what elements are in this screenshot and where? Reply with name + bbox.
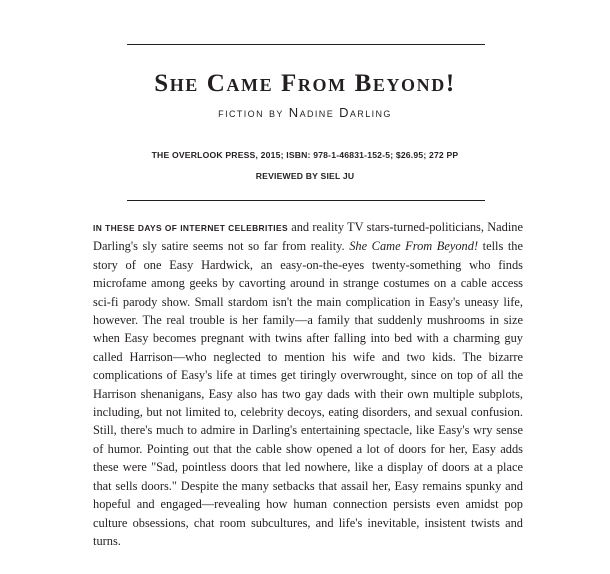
body-text-2: tells the story of one Easy Hardwick, an easy-on-the-eyes twenty-something who finds microfame among geeks by cavorting around in strange costumes on a cable access sci-fi parody show. Small stardom isn't the main complication in Easy's uneasy life, however. The real trouble is her family—a family that suddenly mushrooms in size when Easy becomes pregnant with twins after falling into bed with a charming guy called Harrison—who neglected to mention his wife and two kids. The bizarre complications of Easy's life at times get tiringly overwrought, since on top of all the Harrison shenanigans, Easy also has two gay dads with their own multiple subplots, including, but not limited to, celebrity decoys, eating disorders, and sexual confusion. Still, there's much to admire in Darling's entertaining spectacle, like Easy's wry sense of humor. Pointing out that the cable show opened a lot of doors for her, Easy adds these were "Sad, pointless doors that led nowhere, like a display of doors at a place that sells doors." Despite the many setbacks that assail her, Easy remains spunky and hopeful and engaged—revealing how human connection persists even amidst pop culture obsessions, chat room subcultures, and life's inevitable, insistent twists and turns.: [93, 239, 523, 548]
publication-info: THE OVERLOOK PRESS, 2015; ISBN: 978-1-46831-152-5; $26.95; 272 PP: [151, 150, 459, 160]
book-title-heading: She Came From Beyond!: [154, 70, 456, 97]
section-divider: [127, 200, 485, 201]
body-text-1: and reality TV stars-turned-politicians, Nadine Darling's sly satire seems not so far from reality.: [93, 220, 524, 254]
top-divider: [127, 44, 485, 45]
lead-in: IN THESE DAYS OF INTERNET CELEBRITIES: [93, 223, 288, 233]
reviewer-credit: REVIEWED BY SIEL JU: [255, 171, 355, 181]
review-body: [93, 218, 523, 550]
book-title-italic: She Came From Beyond!: [349, 239, 479, 254]
author-byline: fiction by Nadine Darling: [218, 105, 392, 120]
